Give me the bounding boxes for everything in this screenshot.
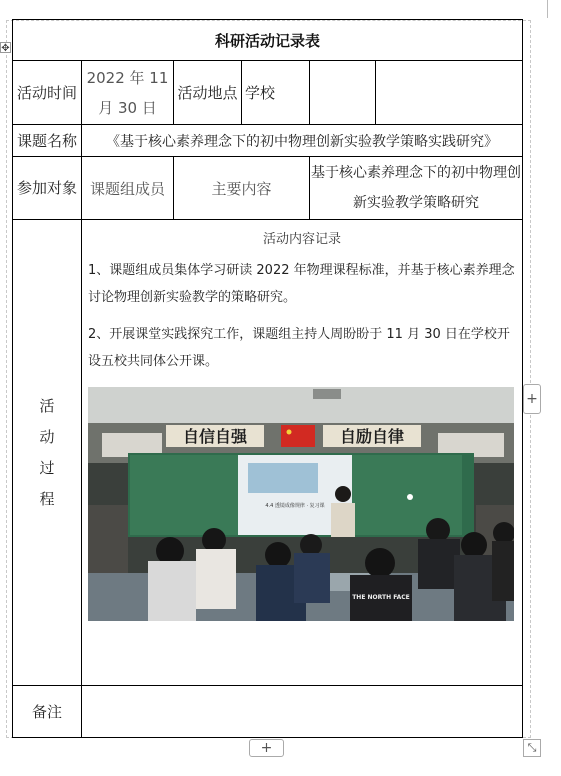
- slide-title: 4.4 透镜成像规律 · 复习课: [265, 503, 325, 509]
- form-title: 科研活动记录表: [13, 20, 523, 61]
- activity-place-value[interactable]: 学校: [242, 61, 310, 125]
- process-paragraph-1: 1、课题组成员集体学习研读 2022 年物理课程标准，并基于核心素养理念讨论物理创新实验教学的策略研究。: [88, 263, 515, 305]
- process-paragraph-2: 2、开展课堂实践探究工作，课题组主持人周盼盼于 11 月 30 日在学校开设五校共同体公开课。: [88, 327, 510, 369]
- process-label-text: 活动过程: [39, 396, 55, 508]
- add-column-button[interactable]: +: [523, 384, 541, 414]
- banner-left: 自信自强: [182, 427, 248, 446]
- topic-value[interactable]: 《基于核心素养理念下的初中物理创新实验教学策略实践研究》: [82, 125, 523, 157]
- page-corner-mark: [547, 0, 548, 18]
- record-title: 活动内容记录: [263, 232, 342, 247]
- add-row-button[interactable]: +: [249, 739, 284, 757]
- main-content-label: 主要内容: [174, 157, 310, 220]
- empty-cell-1[interactable]: [310, 61, 376, 125]
- remarks-value[interactable]: [82, 686, 523, 738]
- main-content-value[interactable]: 基于核心素养理念下的初中物理创新实验教学策略研究: [310, 157, 523, 220]
- topic-label: 课题名称: [13, 125, 82, 157]
- classroom-photo: [88, 387, 514, 621]
- table-move-handle-icon[interactable]: ✥: [1, 43, 10, 54]
- activity-time-value[interactable]: 2022 年 11 月 30 日: [82, 61, 174, 125]
- activity-time-label: 活动时间: [13, 61, 82, 125]
- process-content[interactable]: [82, 220, 523, 686]
- classroom-photo-drawing: [88, 387, 514, 621]
- banner-right: 自励自律: [339, 427, 405, 446]
- jacket-text: THE NORTH FACE: [352, 594, 410, 601]
- table-resize-handle-icon[interactable]: ⤡: [523, 739, 541, 757]
- remarks-label: 备注: [13, 686, 82, 738]
- activity-place-label: 活动地点: [174, 61, 242, 125]
- empty-cell-2[interactable]: [376, 61, 523, 125]
- record-table: [12, 19, 523, 738]
- participants-value[interactable]: 课题组成员: [82, 157, 174, 220]
- participants-label: 参加对象: [13, 157, 82, 220]
- process-label: [13, 220, 82, 686]
